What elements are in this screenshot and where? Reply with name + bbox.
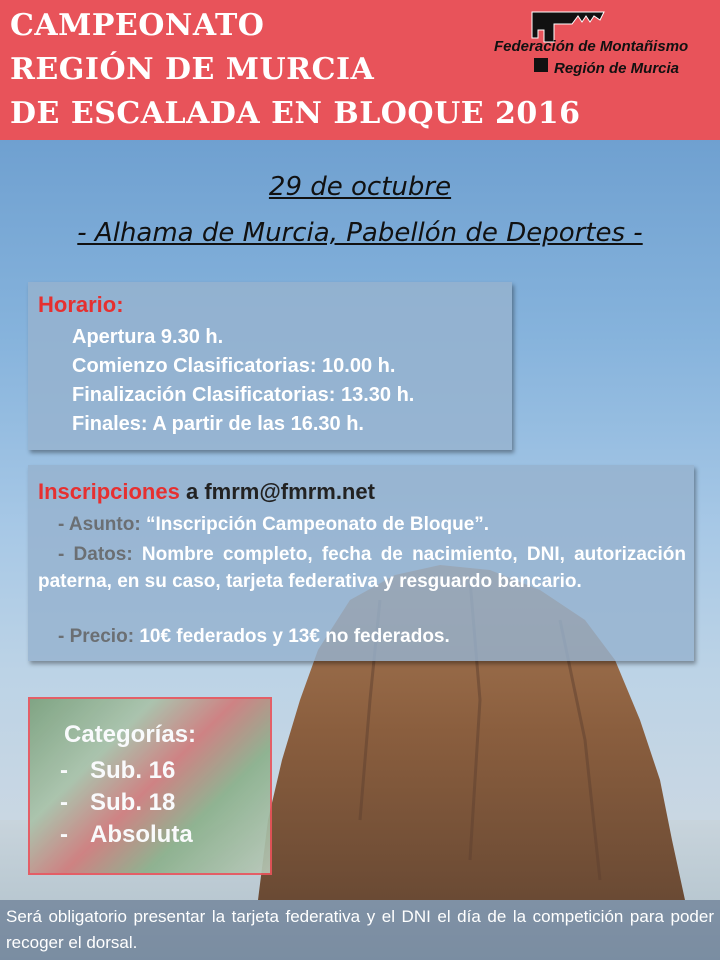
- footer-text: Será obligatorio presentar la tarjeta federativa y el DNI el día de la competición para poder recoger el dorsal.: [6, 907, 714, 952]
- datos-row: [38, 541, 686, 595]
- asunto-label: - Asunto:: [58, 514, 141, 535]
- title-line-1: CAMPEONATO: [10, 8, 265, 43]
- logo-text-line-2: Región de Murcia: [554, 60, 680, 77]
- category-item: [60, 821, 193, 849]
- registration-email[interactable]: fmrm@fmrm.net: [204, 479, 375, 504]
- registration-box: [28, 465, 694, 661]
- event-date: 29 de octubre: [268, 172, 452, 202]
- title-line-2: REGIÓN DE MURCIA: [10, 52, 375, 87]
- asunto-value: “Inscripción Campeonato de Bloque”.: [145, 514, 490, 535]
- schedule-line: Finales: A partir de las 16.30 h.: [72, 413, 364, 435]
- registration-title: Inscripciones: [38, 479, 180, 504]
- precio-row: [38, 623, 686, 650]
- logo-text-line-1: Federación de Montañismo: [494, 38, 689, 55]
- precio-value: 10€ federados y 13€ no federados.: [139, 626, 450, 647]
- footer-notice: [0, 900, 720, 960]
- category-item: [60, 757, 175, 785]
- datos-value: Nombre completo, fecha de nacimiento, DNI, autorización paterna, en su caso, tarjeta federativa y resguardo bancario.: [38, 544, 686, 592]
- categories-box: [28, 697, 272, 875]
- schedule-heading: Horario:: [38, 292, 124, 317]
- asunto-row: [38, 511, 686, 538]
- event-place: - Alhama de Murcia, Pabellón de Deportes -: [77, 218, 643, 248]
- datos-label: - Datos:: [58, 544, 133, 565]
- registration-heading: [38, 479, 375, 505]
- precio-label: - Precio:: [58, 626, 135, 647]
- schedule-line: Apertura 9.30 h.: [72, 326, 224, 348]
- category-label: Sub. 18: [90, 789, 176, 816]
- category-item: [60, 789, 175, 817]
- category-label: Sub. 16: [90, 757, 176, 784]
- categories-heading: Categorías:: [64, 721, 197, 748]
- schedule-line: Comienzo Clasificatorias: 10.00 h.: [72, 355, 396, 377]
- registration-connector: a: [185, 479, 199, 504]
- schedule-box: [28, 282, 512, 450]
- category-bullet: -: [60, 821, 68, 848]
- title-line-3: DE ESCALADA EN BLOQUE 2016: [10, 96, 581, 131]
- schedule-line: Finalización Clasificatorias: 13.30 h.: [72, 384, 415, 406]
- category-label: Absoluta: [90, 821, 193, 848]
- category-bullet: -: [60, 757, 68, 784]
- category-bullet: -: [60, 789, 68, 816]
